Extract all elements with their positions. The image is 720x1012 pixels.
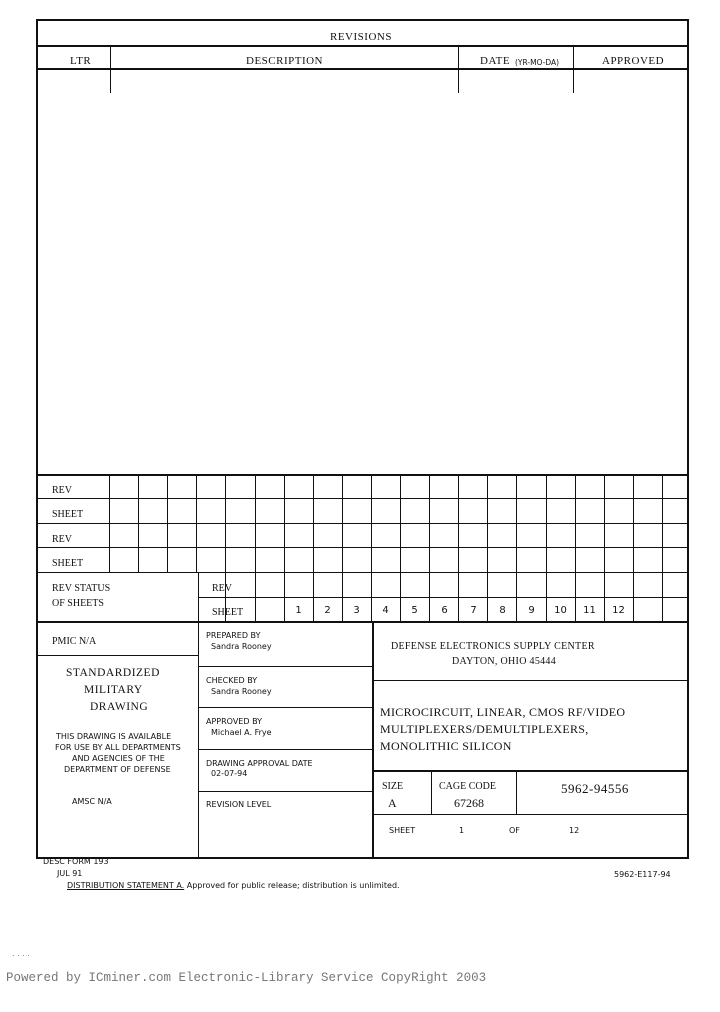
grid-column-line [138,474,139,572]
column-description: DESCRIPTION [246,55,324,67]
grid-column-line [342,474,343,621]
drawing-number: 5962-94556 [561,781,629,796]
checked-by: Sandra Rooney [211,687,272,696]
form-code: 5962-E117-94 [614,870,671,879]
sheet-number: 4 [382,605,389,616]
sheet-number: 11 [583,605,596,616]
approved-by-label: APPROVED BY [206,717,263,726]
sheet-label-2: SHEET [389,826,416,835]
revisions-title: REVISIONS [330,31,392,43]
sheet-number: 7 [470,605,477,616]
approved-by: Michael A. Frye [211,728,272,737]
grid-column-line [109,474,110,572]
grid-column-line [487,474,488,621]
grid-row-rev-2: REV [52,534,72,545]
grid-column-line [458,474,459,621]
distribution-label: DISTRIBUTION STATEMENT A. [67,881,185,890]
sheet-number: 3 [353,605,360,616]
revision-level-label: REVISION LEVEL [206,800,272,809]
sheet-number: 10 [554,605,567,616]
grid-row-sheet-1: SHEET [52,509,84,520]
title-line-2: MULTIPLEXERS/DEMULTIPLEXERS, [380,722,589,736]
grid-column-line [371,474,372,621]
std-note-1: THIS DRAWING IS AVAILABLE [56,732,172,741]
prepared-by-label: PREPARED BY [206,631,261,640]
approval-date-label: DRAWING APPROVAL DATE [206,759,313,768]
std-title-2: MILITARY [84,684,143,696]
std-title-3: DRAWING [90,701,149,713]
title-line-3: MONOLITHIC SILICON [380,739,512,753]
grid-column-line [313,474,314,621]
std-note-2: FOR USE BY ALL DEPARTMENTS [55,743,181,752]
size-value: A [388,796,397,810]
sheet-number: 6 [441,605,448,616]
sheet-number: 9 [528,605,535,616]
std-note-4: DEPARTMENT OF DEFENSE [64,765,171,774]
sheet-number: 1 [295,605,302,616]
column-date: DATE [480,55,511,67]
grid-column-line [516,474,517,621]
cage-label: CAGE CODE [439,781,496,792]
prepared-by: Sandra Rooney [211,642,272,651]
rev-label: REV [212,583,232,594]
sheet-value: 1 [459,826,465,835]
grid-column-line [604,474,605,621]
grid-column-line [633,474,634,621]
rev-status-label: REV STATUS [52,583,111,594]
of-label: OF [509,826,520,835]
size-label: SIZE [382,781,404,792]
distribution-statement [67,882,400,890]
grid-row-sheet-2: SHEET [52,558,84,569]
std-title-1: STANDARDIZED [66,667,160,679]
grid-column-line [662,474,663,621]
sheet-label: SHEET [212,607,244,618]
grid-column-line [225,474,226,621]
dots: . . . . [12,949,30,958]
of-value: 12 [569,826,580,835]
grid-column-line [575,474,576,621]
sheet-number: 5 [411,605,418,616]
watermark: Powered by ICminer.com Electronic-Library Service CopyRight 2003 [6,971,487,985]
title-line-1: MICROCIRCUIT, LINEAR, CMOS RF/VIDEO [380,705,626,719]
column-approved: APPROVED [602,55,665,67]
sheet-number: 2 [324,605,331,616]
std-note-3: AND AGENCIES OF THE [72,754,165,763]
column-ltr: LTR [70,55,92,67]
agency-line-2: DAYTON, OHIO 45444 [452,656,557,667]
grid-column-line [255,474,256,621]
approval-date: 02-07-94 [211,769,248,778]
checked-by-label: CHECKED BY [206,676,258,685]
amsc: AMSC N/A [72,797,112,806]
grid-column-line [284,474,285,621]
pmic: PMIC N/A [52,636,97,647]
sheet-number: 12 [612,605,625,616]
grid-column-line [429,474,430,621]
of-sheets-label: OF SHEETS [52,598,104,609]
column-date-format: (YR-MO-DA) [515,58,560,67]
grid-column-line [400,474,401,621]
sheet-number: 8 [499,605,506,616]
grid-column-line [167,474,168,572]
distribution-text: Approved for public release; distribution is unlimited. [184,881,400,890]
form-line-1: DESC FORM 193 [43,857,109,866]
form-line-2: JUL 91 [57,869,83,878]
agency-line-1: DEFENSE ELECTRONICS SUPPLY CENTER [391,641,595,652]
cage-value: 67268 [454,796,484,810]
grid-column-line [196,474,197,572]
grid-row-rev-1: REV [52,485,72,496]
grid-column-line [546,474,547,621]
